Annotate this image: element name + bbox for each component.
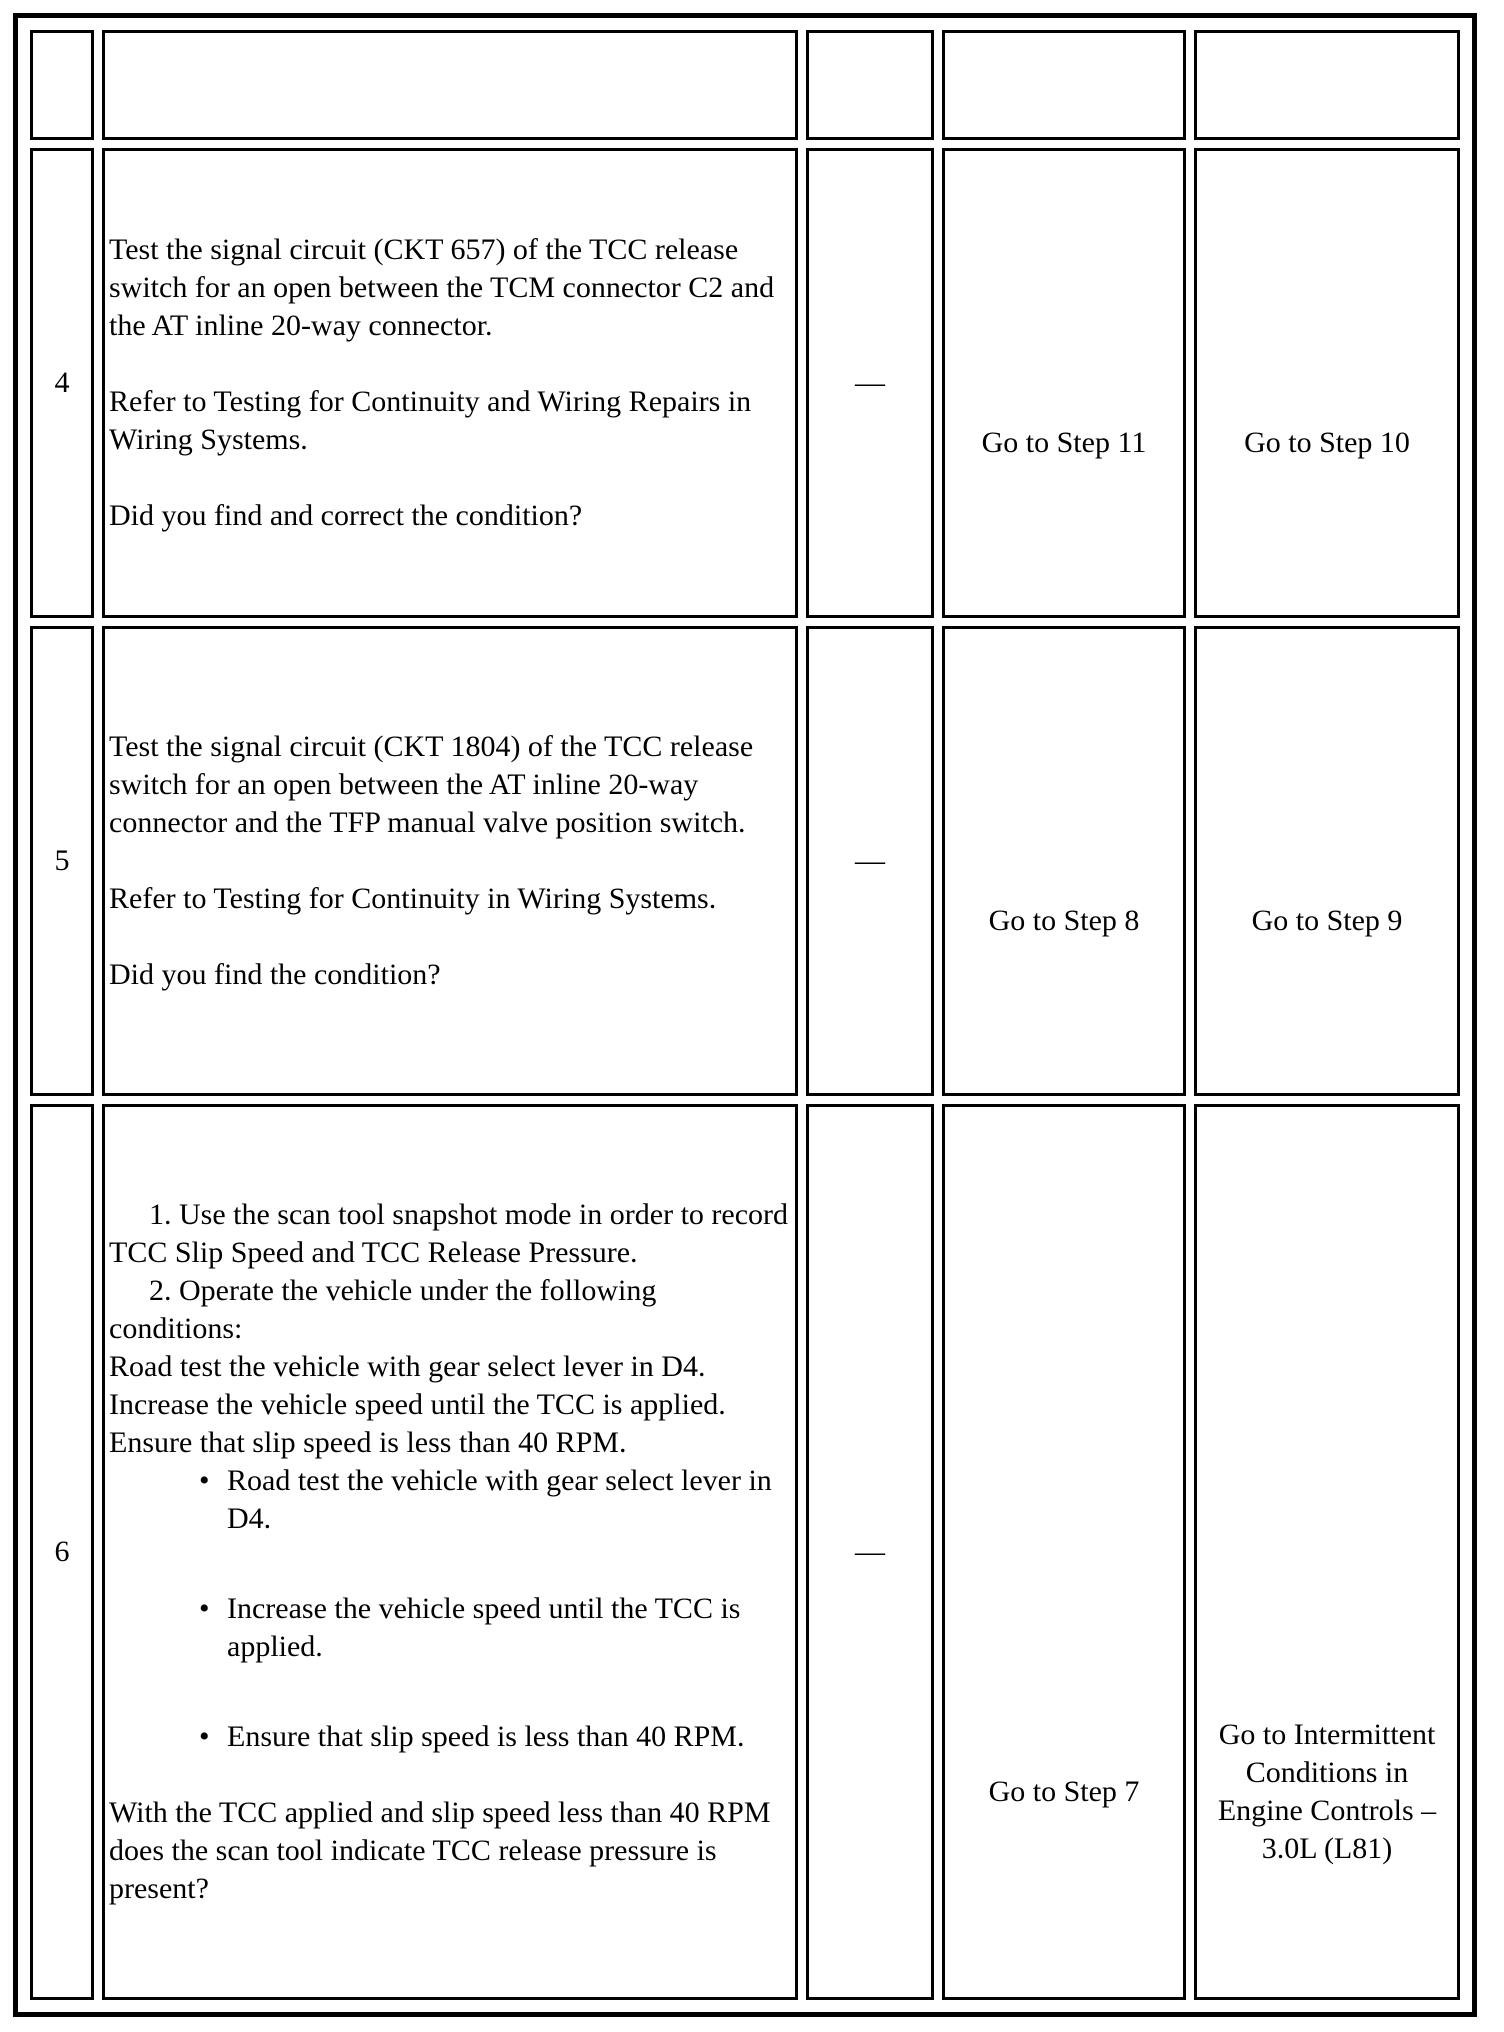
conditions-list	[109, 1462, 791, 1756]
table-row	[30, 1104, 1460, 2000]
list-item: • Increase the vehicle speed until the TCC is applied.	[199, 1590, 791, 1666]
step-number-cell	[30, 30, 94, 140]
no-link[interactable]: Go to Step 9	[1251, 904, 1403, 937]
action-cell	[102, 30, 798, 140]
no-cell	[1194, 148, 1460, 618]
yes-cell	[942, 148, 1186, 618]
yes-link[interactable]: Go to Step 7	[988, 1775, 1140, 1808]
step-number-cell: 6	[30, 1104, 94, 2000]
no-cell	[1194, 1104, 1460, 2000]
action-reference: Refer to Testing for Continuity and Wiring Repairs in Wiring Systems.	[109, 385, 752, 456]
numbered-item: 1. Use the scan tool snapshot mode in order to record TCC Slip Speed and TCC Release Pressure.	[109, 1198, 789, 1269]
action-question: With the TCC applied and slip speed less than 40 RPM does the scan tool indicate TCC release pressure is present?	[109, 1796, 771, 1905]
no-link[interactable]: Go to Intermittent Conditions in Engine Controls – 3.0L (L81)	[1217, 1718, 1437, 1865]
step-number-cell: 4	[30, 148, 94, 618]
action-cell	[102, 1104, 798, 2000]
action-question: Did you find the condition?	[109, 958, 441, 991]
action-question: Did you find and correct the condition?	[109, 499, 583, 532]
yes-link[interactable]: Go to Step 11	[981, 426, 1147, 459]
yes-cell	[942, 1104, 1186, 2000]
value-cell: —	[806, 148, 934, 618]
yes-link[interactable]: Go to Step 8	[988, 904, 1140, 937]
value-cell	[806, 30, 934, 140]
action-cell	[102, 626, 798, 1096]
table-row	[30, 148, 1460, 618]
table-row	[30, 626, 1460, 1096]
list-item: • Road test the vehicle with gear select lever in D4.	[199, 1462, 791, 1538]
action-instruction: Test the signal circuit (CKT 1804) of the TCC release switch for an open between the AT inline 20-way connector and the TFP manual valve position switch.	[109, 730, 754, 839]
action-cell	[102, 148, 798, 618]
yes-cell	[942, 626, 1186, 1096]
action-reference: Refer to Testing for Continuity in Wiring Systems.	[109, 882, 717, 915]
action-instruction: Test the signal circuit (CKT 657) of the TCC release switch for an open between the TCM connector C2 and the AT inline 20-way connector.	[109, 233, 775, 342]
yes-cell	[942, 30, 1186, 140]
table-row	[30, 30, 1460, 140]
step-number-cell: 5	[30, 626, 94, 1096]
conditions-text: Road test the vehicle with gear select lever in D4. Increase the vehicle speed until the TCC is applied. Ensure that slip speed is less than 40 RPM.	[109, 1350, 726, 1459]
no-link[interactable]: Go to Step 10	[1244, 426, 1410, 459]
numbered-item: 2. Operate the vehicle under the following conditions:	[109, 1274, 657, 1345]
value-cell: —	[806, 626, 934, 1096]
value-cell: —	[806, 1104, 934, 2000]
no-cell	[1194, 626, 1460, 1096]
no-cell	[1194, 30, 1460, 140]
procedure-sheet	[13, 13, 1477, 2017]
diagnostic-steps-table	[22, 22, 1468, 2008]
list-item: • Ensure that slip speed is less than 40 RPM.	[199, 1718, 791, 1756]
